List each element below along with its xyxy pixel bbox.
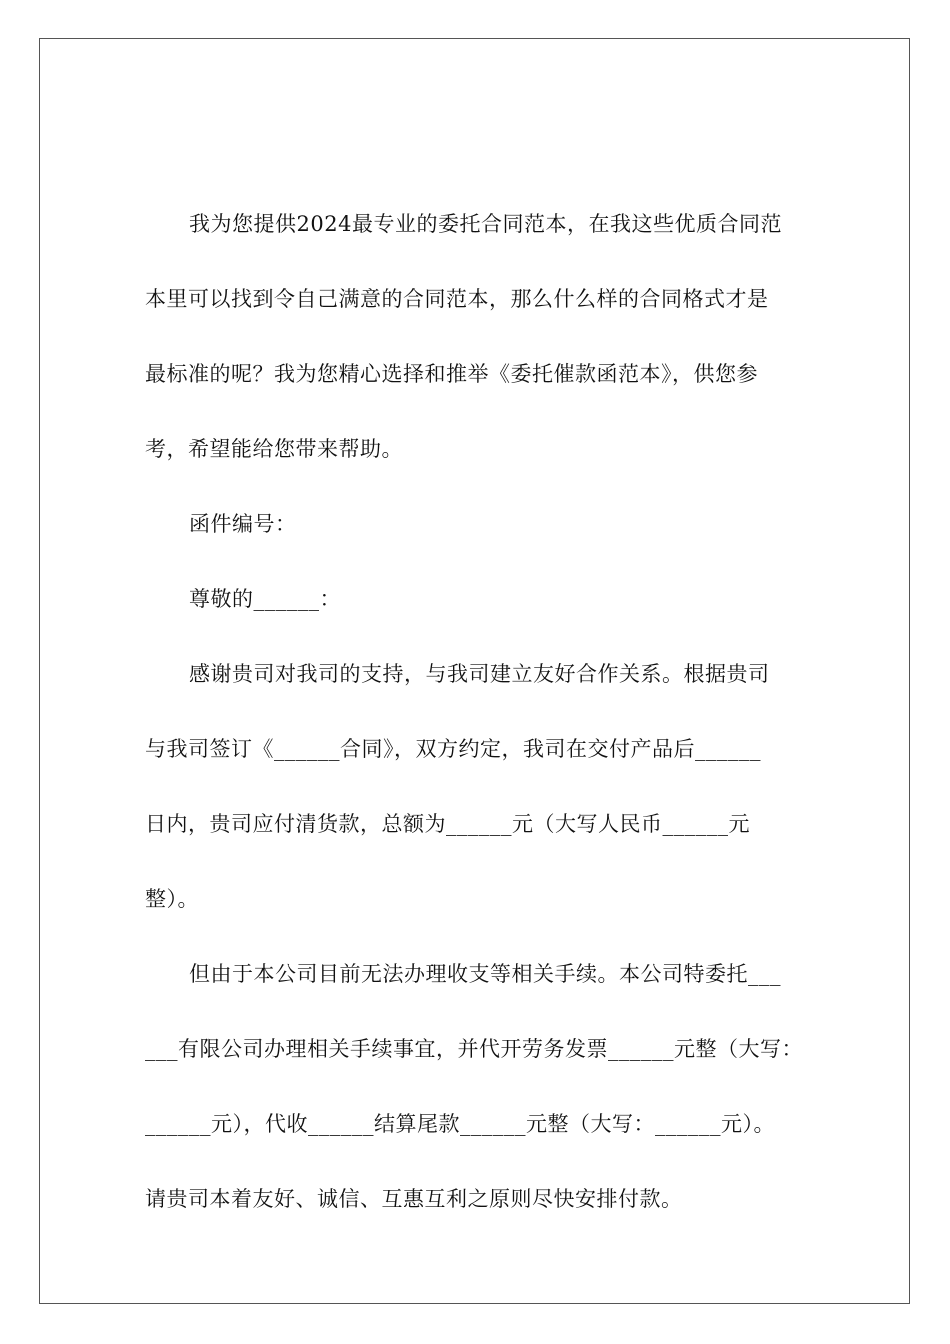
body-para2-line-3: ______元），代收______结算尾款______元整（大写：______元）。 [145, 1112, 775, 1136]
body-para2-line-1: 但由于本公司目前无法办理收支等相关手续。本公司特委托___ [189, 962, 781, 986]
intro-line-1: 我为您提供2024最专业的委托合同范本，在我这些优质合同范 [189, 212, 782, 236]
letter-number-label: 函件编号： [189, 512, 297, 536]
body-para1-line-3: 日内，贵司应付清货款，总额为______元（大写人民币______元 [145, 812, 750, 836]
body-para2-line-2: ___有限公司办理相关手续事宜，并代开劳务发票______元整（大写： [145, 1037, 803, 1061]
body-para1-line-4: 整）。 [145, 887, 199, 911]
body-para1-line-1: 感谢贵司对我司的支持，与我司建立友好合作关系。根据贵司 [189, 662, 770, 686]
intro-line-3: 最标准的呢？我为您精心选择和推举《委托催款函范本》，供您参 [145, 362, 758, 386]
body-para2-line-4: 请贵司本着友好、诚信、互惠互利之原则尽快安排付款。 [145, 1187, 683, 1211]
intro-line-2: 本里可以找到令自己满意的合同范本，那么什么样的合同格式才是 [145, 287, 769, 311]
salutation: 尊敬的______： [189, 587, 341, 611]
body-para1-line-2: 与我司签订《______合同》，双方约定，我司在交付产品后______ [145, 737, 761, 761]
intro-line-4: 考，希望能给您带来帮助。 [145, 437, 403, 461]
